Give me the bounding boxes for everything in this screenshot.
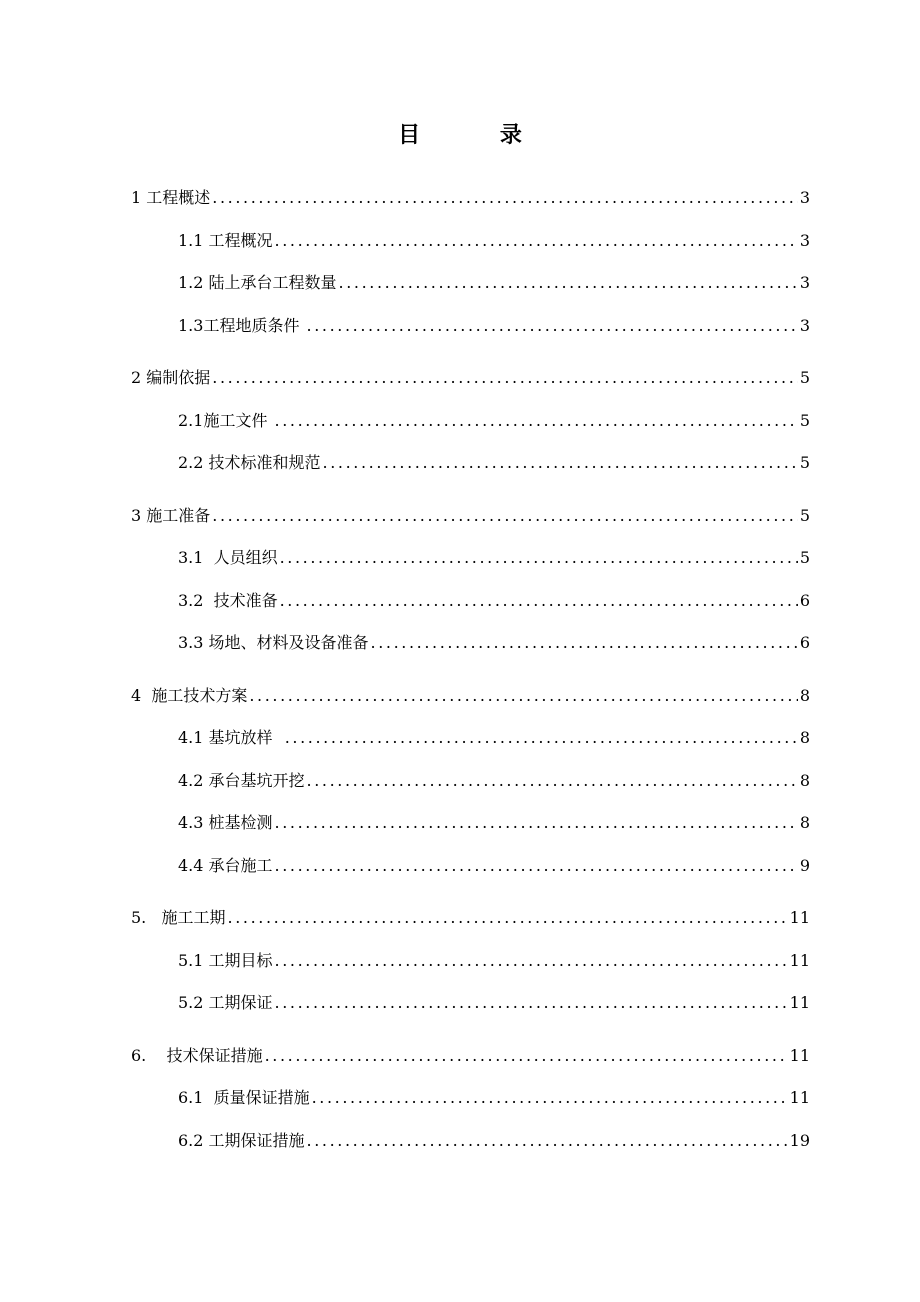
toc-entry-label: 5. 施工工期 (131, 908, 226, 927)
toc-entry-page: 5 (799, 506, 810, 525)
toc-entry-label: 4 施工技术方案 (131, 686, 248, 705)
toc-entry-page: 11 (789, 951, 810, 970)
dot-leader (275, 992, 788, 1014)
toc-entry[interactable] (178, 770, 810, 792)
page-title: 目 录 (398, 122, 558, 148)
toc-entry-label: 2 编制依据 (131, 368, 211, 387)
toc-entry[interactable] (178, 452, 810, 474)
toc-entry[interactable] (131, 367, 810, 389)
toc-entry-label: 1.3工程地质条件 (178, 316, 305, 335)
toc-entry-page: 5 (799, 453, 810, 472)
toc-entry[interactable] (178, 590, 810, 612)
dot-leader (307, 315, 798, 337)
toc-entry-label: 6. 技术保证措施 (131, 1046, 263, 1065)
toc-entry[interactable] (178, 1130, 810, 1152)
toc-entry[interactable] (178, 410, 810, 432)
dot-leader (265, 1045, 788, 1067)
toc-entry[interactable] (178, 855, 810, 877)
toc-entry-page: 5 (799, 548, 810, 567)
toc-entry-label: 3.1 人员组织 (178, 548, 278, 567)
dot-leader (280, 590, 798, 612)
toc-entry-label: 4.1 基坑放样 (178, 728, 283, 747)
toc-entry-label: 1.2 陆上承台工程数量 (178, 273, 337, 292)
toc-entry[interactable] (178, 315, 810, 337)
toc-entry-label: 4.4 承台施工 (178, 856, 273, 875)
toc-entry-label: 1.1 工程概况 (178, 231, 273, 250)
dot-leader (339, 272, 798, 294)
dot-leader (212, 367, 798, 389)
dot-leader (212, 505, 798, 527)
dot-leader (275, 410, 798, 432)
toc-entry[interactable] (131, 907, 810, 929)
dot-leader (312, 1087, 788, 1109)
toc-entry-page: 3 (799, 231, 810, 250)
toc-entry-page: 3 (799, 273, 810, 292)
toc-entry-page: 11 (789, 993, 810, 1012)
toc-entry[interactable] (178, 547, 810, 569)
toc-entry-label: 6.1 质量保证措施 (178, 1088, 310, 1107)
toc-entry-page: 5 (799, 411, 810, 430)
toc-entry-label: 3 施工准备 (131, 506, 211, 525)
toc-entry-page: 5 (799, 368, 810, 387)
dot-leader (307, 770, 798, 792)
toc-entry[interactable] (178, 727, 810, 749)
toc-entry[interactable] (131, 505, 810, 527)
toc-entry-page: 11 (789, 908, 810, 927)
dot-leader (228, 907, 788, 929)
toc-entry-page: 8 (799, 728, 810, 747)
toc-entry-label: 2.1施工文件 (178, 411, 273, 430)
toc-entry-page: 8 (799, 771, 810, 790)
toc-entry-label: 5.2 工期保证 (178, 993, 273, 1012)
dot-leader (307, 1130, 788, 1152)
toc-entry-label: 4.2 承台基坑开挖 (178, 771, 305, 790)
dot-leader (371, 632, 798, 654)
toc-entry[interactable] (178, 992, 810, 1014)
toc-entry[interactable] (131, 685, 810, 707)
dot-leader (323, 452, 798, 474)
toc-entry-label: 1 工程概述 (131, 188, 211, 207)
toc-entry-page: 8 (799, 813, 810, 832)
dot-leader (275, 812, 798, 834)
toc-entry-page: 11 (789, 1088, 810, 1107)
toc-entry-page: 11 (789, 1046, 810, 1065)
toc-entry-label: 3.3 场地、材料及设备准备 (178, 633, 369, 652)
toc-entry[interactable] (178, 1087, 810, 1109)
dot-leader (275, 230, 798, 252)
toc-entry-page: 19 (789, 1131, 810, 1150)
dot-leader (212, 187, 798, 209)
toc-entry-label: 5.1 工期目标 (178, 951, 273, 970)
toc-entry-page: 6 (799, 633, 810, 652)
toc-entry-page: 6 (799, 591, 810, 610)
dot-leader (285, 727, 798, 749)
toc-entry-label: 3.2 技术准备 (178, 591, 278, 610)
toc-entry-page: 3 (799, 316, 810, 335)
toc-entry-label: 4.3 桩基检测 (178, 813, 273, 832)
toc-entry-label: 6.2 工期保证措施 (178, 1131, 305, 1150)
toc-entry[interactable] (131, 1045, 810, 1067)
dot-leader (275, 855, 798, 877)
dot-leader (275, 950, 788, 972)
toc-entry[interactable] (178, 230, 810, 252)
toc-entry[interactable] (178, 812, 810, 834)
toc-entry[interactable] (178, 950, 810, 972)
toc-entry-label: 2.2 技术标准和规范 (178, 453, 321, 472)
toc-entry-page: 3 (799, 188, 810, 207)
toc-entry[interactable] (178, 272, 810, 294)
toc-entry[interactable] (178, 632, 810, 654)
toc-entry[interactable] (131, 187, 810, 209)
toc-entry-page: 8 (799, 686, 810, 705)
toc-entry-page: 9 (799, 856, 810, 875)
dot-leader (249, 685, 797, 707)
dot-leader (280, 547, 798, 569)
